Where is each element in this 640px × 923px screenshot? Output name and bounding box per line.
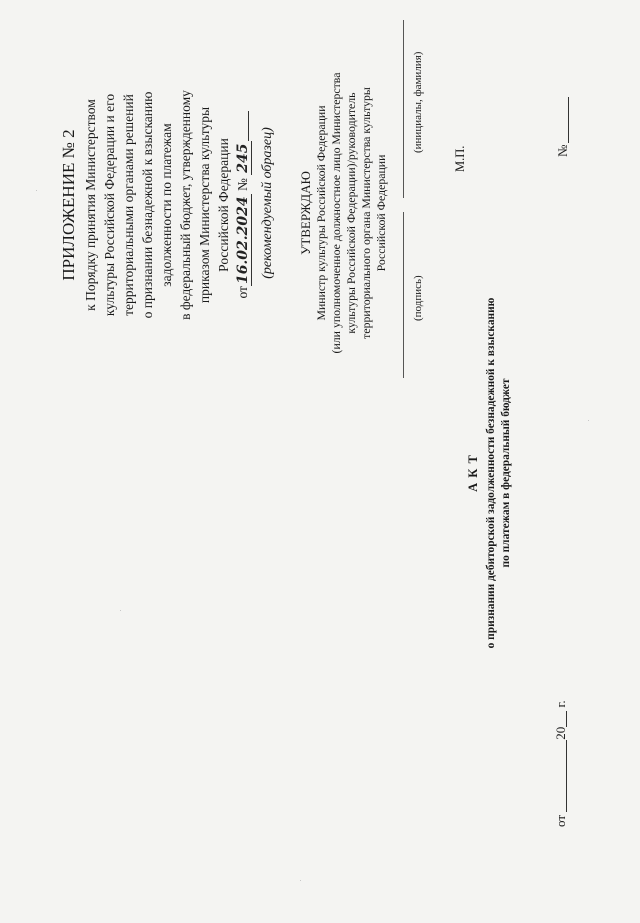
order-number-underline	[248, 111, 249, 141]
signature-line	[403, 212, 404, 378]
approval-block	[298, 3, 389, 423]
order-prefix: от	[235, 286, 250, 299]
act-subtitle-line: по платежам в федеральный бюджет	[500, 378, 512, 568]
year-prefix: 20	[553, 726, 568, 740]
order-date-handwritten: 16.02.2024	[235, 196, 251, 285]
approval-title: УТВЕРЖДАЮ	[298, 171, 313, 255]
date-blank	[566, 740, 567, 812]
stamp-placeholder: М.П.	[453, 145, 467, 172]
approval-line: культуры Российской Федерации)/руководитель	[344, 92, 358, 334]
annex-line: культуры Российской Федерации и его	[102, 93, 117, 317]
name-caption: (инициалы, фамилия)	[412, 51, 424, 153]
signature-caption: (подпись)	[412, 275, 424, 321]
name-line	[403, 20, 404, 198]
annex-line: территориальными органами решений	[121, 94, 136, 316]
number-sign: №	[555, 144, 570, 157]
annex-line: к Порядку принятия Министерством	[83, 99, 98, 311]
annex-line: приказом Министерства культуры	[197, 106, 212, 304]
number-blank	[568, 97, 569, 143]
act-heading	[466, 203, 514, 743]
approval-line: Российской Федерации	[374, 154, 388, 272]
annex-line: задолженности по платежам	[159, 123, 174, 287]
annex-header	[58, 25, 252, 385]
year-blank	[566, 711, 567, 727]
year-suffix: г.	[553, 700, 568, 708]
annex-line: в федеральный бюджет, утвержденному	[178, 90, 193, 320]
approval-line: Министр культуры Российской Федерации	[314, 105, 328, 321]
annex-line: о признании безнадежной к взысканию	[140, 91, 155, 319]
act-subtitle-line: о признании дебиторской задолженности безнадежной к взысканию	[485, 297, 497, 649]
approval-line: (или уполномоченное должностное лицо Министерства	[329, 72, 343, 354]
order-number-sign: №	[235, 178, 250, 191]
order-number-handwritten: 245	[235, 143, 251, 173]
order-reference	[233, 25, 252, 385]
annex-line: Российской Федерации	[216, 138, 231, 272]
sample-note: (рекомендуемый образец)	[260, 127, 275, 279]
act-title: А К Т	[466, 454, 480, 492]
act-date-line	[553, 700, 569, 827]
date-prefix: от	[553, 814, 568, 827]
act-number-line	[555, 97, 571, 157]
annex-title: ПРИЛОЖЕНИЕ № 2	[59, 129, 78, 281]
approval-line: территориального органа Министерства культуры	[359, 87, 373, 339]
